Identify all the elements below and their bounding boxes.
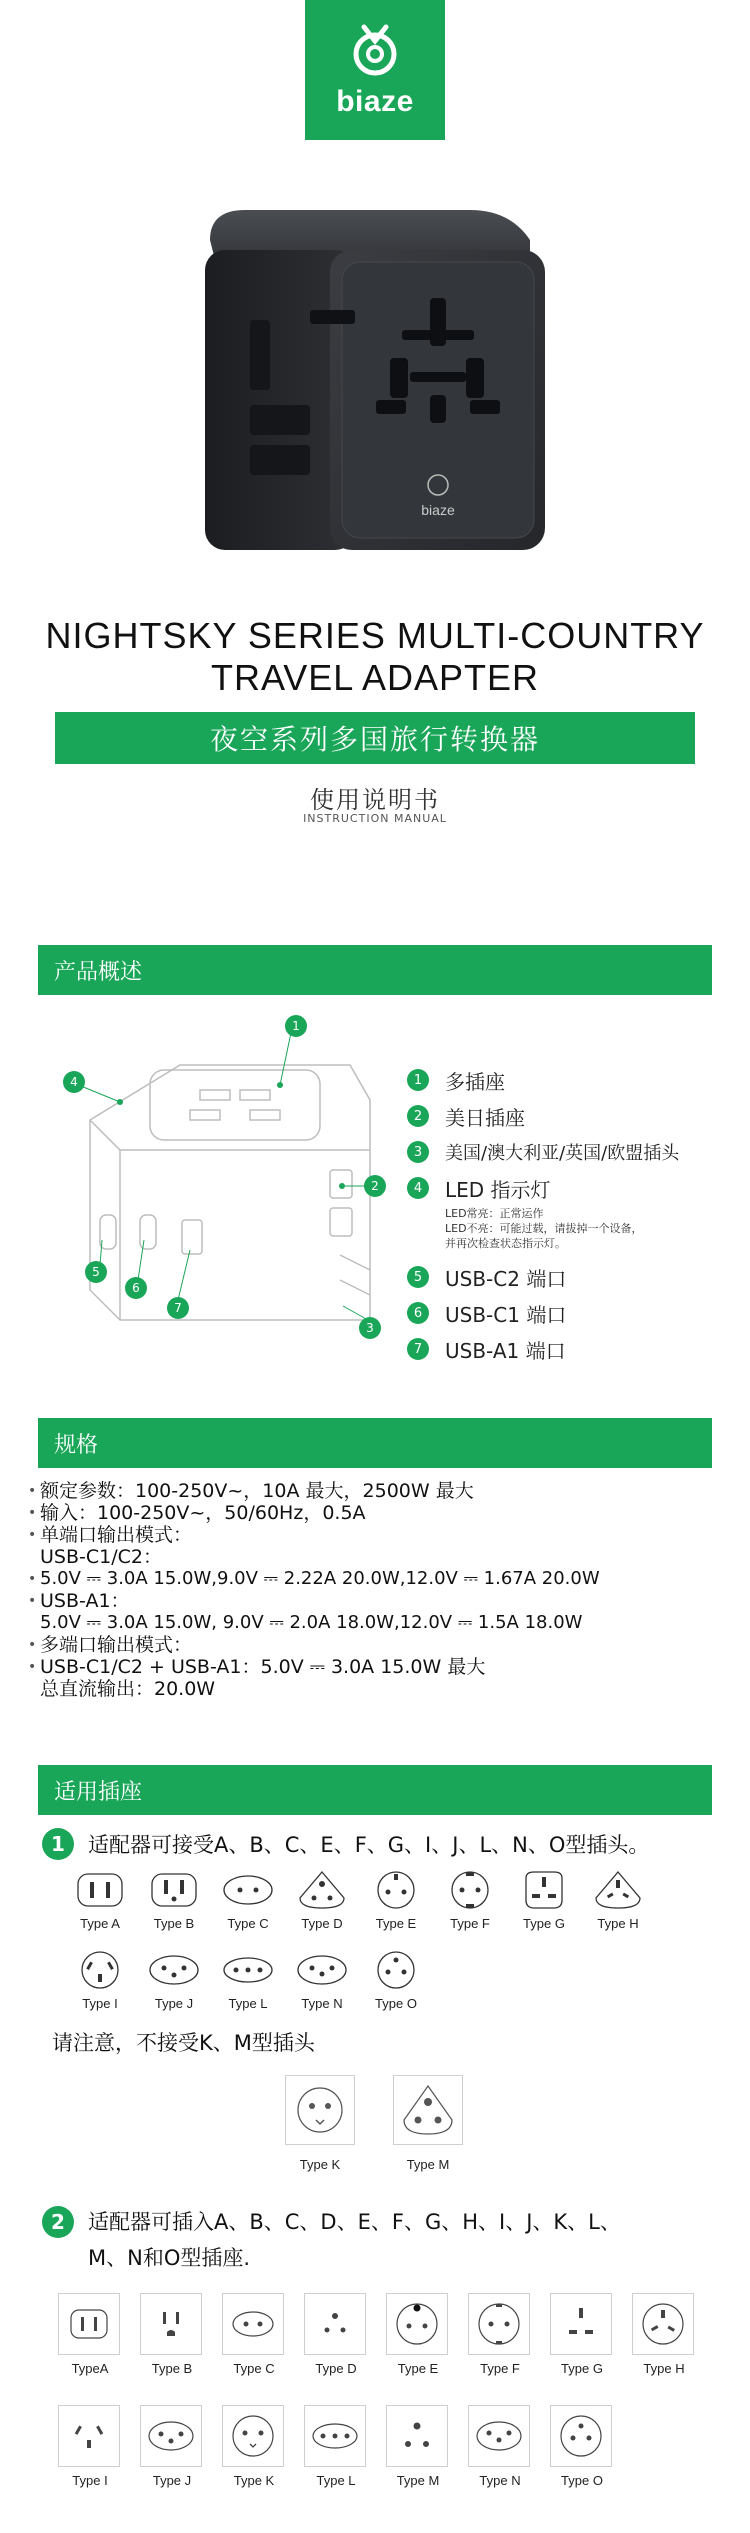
plug-type-f: Type F	[438, 1868, 502, 1931]
plug-type-o: Type O	[364, 1948, 428, 2011]
legend-item-5: 5 USB-C2 端口	[407, 1259, 727, 1295]
plug-type-e: Type E	[364, 1868, 428, 1931]
plug-type-d: Type D	[290, 1868, 354, 1931]
section-header-overview: 产品概述	[38, 945, 712, 995]
product-title	[0, 615, 750, 699]
svg-text:5: 5	[92, 1265, 100, 1279]
legend-item-7: 7 USB-A1 端口	[407, 1331, 727, 1367]
plug-type-n: Type N	[290, 1948, 354, 2011]
socket-type-j: Type J	[140, 2405, 204, 2488]
socket-type-k: Type K	[222, 2405, 286, 2488]
section-header-sockets: 适用插座	[38, 1765, 712, 1815]
step-2-text-line2: M、N和O型插座.	[88, 2246, 251, 2270]
socket-type-o: Type O	[550, 2405, 614, 2488]
socket-type-d: Type D	[304, 2293, 368, 2376]
socket-type-n: Type N	[468, 2405, 532, 2488]
product-title-line2: TRAVEL ADAPTER	[210, 657, 540, 698]
legend-item-4: 4 LED 指示灯	[407, 1170, 727, 1206]
socket-type-b: Type B	[140, 2293, 204, 2376]
spec-line: • 输入：100-250V~，50/60Hz，0.5A	[40, 1502, 720, 1524]
spec-line: USB-C1/C2：	[40, 1546, 162, 1568]
brand-logo-icon	[350, 21, 400, 79]
svg-text:1: 1	[292, 1019, 300, 1033]
brand-name: biaze	[336, 85, 414, 118]
step-2	[42, 2206, 621, 2272]
plug-type-b: Type B	[142, 1868, 206, 1931]
section-header-specs: 规格	[38, 1418, 712, 1468]
overview-legend	[407, 1062, 727, 1367]
product-image	[190, 190, 560, 590]
spec-line: • 5.0V ⎓ 3.0A 15.0W,9.0V ⎓ 2.22A 20.0W,12.0V ⎓ 1.67A 20.0W	[40, 1568, 720, 1590]
plug-type-a: Type A	[68, 1868, 132, 1931]
spec-line: • USB-C1/C2 + USB-A1：5.0V ⎓ 3.0A 15.0W 最大	[40, 1656, 720, 1678]
device-logo: biaze	[421, 502, 455, 518]
step-2-text-line1: 适配器可插入A、B、C、D、E、F、G、H、I、J、K、L、	[88, 2210, 621, 2234]
svg-text:3: 3	[366, 1321, 374, 1335]
plug-type-c: Type C	[216, 1868, 280, 1931]
product-title-line1: NIGHTSKY SERIES MULTI-COUNTRY	[45, 615, 705, 656]
spec-line: 总直流输出：20.0W	[40, 1678, 216, 1700]
plug-type-m: Type M	[393, 2075, 463, 2172]
adapter-diagram	[40, 1010, 400, 1350]
socket-type-h: Type H	[632, 2293, 696, 2376]
plug-type-l: Type L	[216, 1948, 280, 2011]
led-note: LED常亮：正常运作 LED不亮：可能过载，请拔掉一个设备， 并再次检查状态指示灯。	[445, 1207, 643, 1250]
step-1-text: 适配器可接受A、B、C、E、F、G、I、J、L、N、O型插头。	[88, 1833, 650, 1857]
plug-type-i: Type I	[68, 1948, 132, 2011]
legend-item-2: 2 美日插座	[407, 1098, 727, 1134]
spec-line: • USB-A1：	[40, 1590, 720, 1612]
socket-type-a: TypeA	[58, 2293, 122, 2376]
step-1-number: 1	[42, 1828, 74, 1860]
not-accepted-note: 请注意，不接受K、M型插头	[52, 2031, 315, 2055]
plug-type-j: Type J	[142, 1948, 206, 2011]
step-2-number: 2	[42, 2206, 74, 2238]
svg-text:6: 6	[132, 1281, 140, 1295]
socket-type-i: Type I	[58, 2405, 122, 2488]
brand-logo	[305, 0, 445, 140]
socket-type-m: Type M	[386, 2405, 450, 2488]
spec-line: • 多端口输出模式：	[40, 1634, 720, 1656]
product-title-cn: 夜空系列多国旅行转换器	[55, 712, 695, 764]
svg-text:7: 7	[174, 1301, 182, 1315]
plug-type-k: Type K	[285, 2075, 355, 2172]
spec-line: 5.0V ⎓ 3.0A 15.0W, 9.0V ⎓ 2.0A 18.0W,12.0V ⎓ 1.5A 18.0W	[40, 1612, 583, 1633]
plug-type-h: Type H	[586, 1868, 650, 1931]
legend-item-3: 3 美国/澳大利亚/英国/欧盟插头	[407, 1134, 727, 1170]
svg-text:2: 2	[371, 1179, 379, 1193]
spec-line: • 单端口输出模式：	[40, 1524, 720, 1546]
legend-item-1: 1 多插座	[407, 1062, 727, 1098]
plug-type-g: Type G	[512, 1868, 576, 1931]
socket-type-f: Type F	[468, 2293, 532, 2376]
socket-type-l: Type L	[304, 2405, 368, 2488]
manual-title-cn: 使用说明书	[310, 786, 440, 814]
socket-type-g: Type G	[550, 2293, 614, 2376]
specs-list	[40, 1480, 720, 1700]
socket-type-c: Type C	[222, 2293, 286, 2376]
manual-title-en: INSTRUCTION MANUAL	[303, 812, 447, 825]
legend-item-6: 6 USB-C1 端口	[407, 1295, 727, 1331]
spec-line: • 额定参数：100-250V~，10A 最大，2500W 最大	[40, 1480, 720, 1502]
svg-text:4: 4	[70, 1075, 78, 1089]
socket-type-e: Type E	[386, 2293, 450, 2376]
step-1	[42, 1828, 649, 1860]
